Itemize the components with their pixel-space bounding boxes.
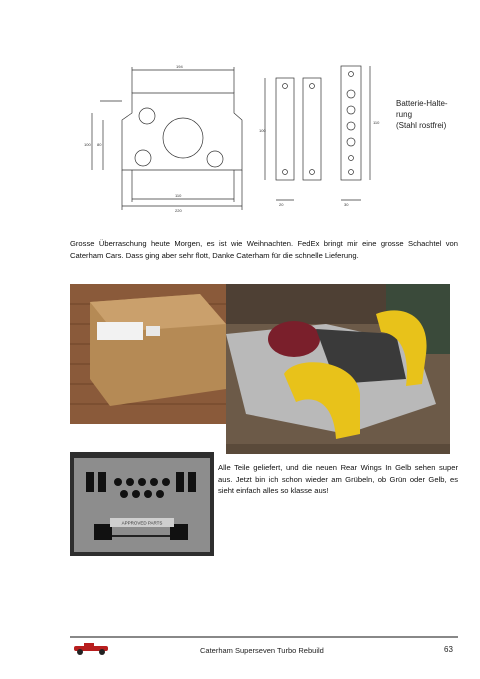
bar-three-outline — [341, 66, 361, 180]
photo-car-yellow-wings — [226, 284, 450, 454]
dim-label-bar3-height: 110 — [373, 120, 380, 125]
photo-parts-table — [70, 452, 214, 556]
dim-label-left-inner: 80 — [97, 142, 102, 147]
dim-label-bar1-width: 20 — [279, 202, 284, 207]
note-line-3: (Stahl rostfrei) — [396, 121, 447, 130]
parts-label-text: APPROVED PARTS — [121, 520, 163, 526]
photo-cardboard-box — [70, 284, 226, 424]
paragraph-parts: Alle Teile geliefert, und die neuen Rear Wings In Gelb sehen super aus. Jetzt bin ich schon wieder am Grübeln, ob Grün oder Gelb, es sieht einfach alles so klasse aus! — [218, 463, 458, 495]
bar-two-outline — [303, 78, 321, 180]
battery-plate-outline — [122, 93, 242, 170]
battery-holder-note — [396, 98, 466, 131]
paragraph-delivery: Grosse Überraschung heute Morgen, es ist wie Weihnachten. FedEx bringt mir eine grosse Schachtel von Caterham Cars. Dass ging aber sehr flott, Danke Caterham für die schnelle Lieferung. — [70, 239, 458, 260]
dim-label-top: 194 — [176, 64, 183, 69]
footer-rule — [70, 636, 458, 638]
technical-drawing — [70, 58, 380, 218]
bar-one-outline — [276, 78, 294, 180]
note-line-2: rung — [396, 110, 413, 119]
plate-hole-bottom-right — [207, 151, 223, 167]
plate-hole-bottom-left — [135, 150, 151, 166]
shipping-sticker — [146, 326, 160, 336]
footer-title: Caterham Superseven Turbo Rebuild — [200, 646, 324, 655]
dim-label-left-outer: 100 — [84, 142, 91, 147]
plate-hole-large — [163, 118, 203, 158]
car-seat — [268, 321, 320, 357]
dim-label-bottom-inner: 110 — [175, 193, 182, 198]
dim-label-bar3-width: 30 — [344, 202, 349, 207]
dim-label-bottom-outer: 220 — [175, 208, 182, 213]
note-line-1: Batterie-Halte- — [396, 99, 448, 108]
shipping-label — [97, 322, 143, 340]
plate-hole-top-left — [139, 108, 155, 124]
dim-label-bar1-height: 100 — [259, 128, 266, 133]
caterham-car-logo — [72, 641, 110, 655]
page-number: 63 — [444, 645, 453, 654]
